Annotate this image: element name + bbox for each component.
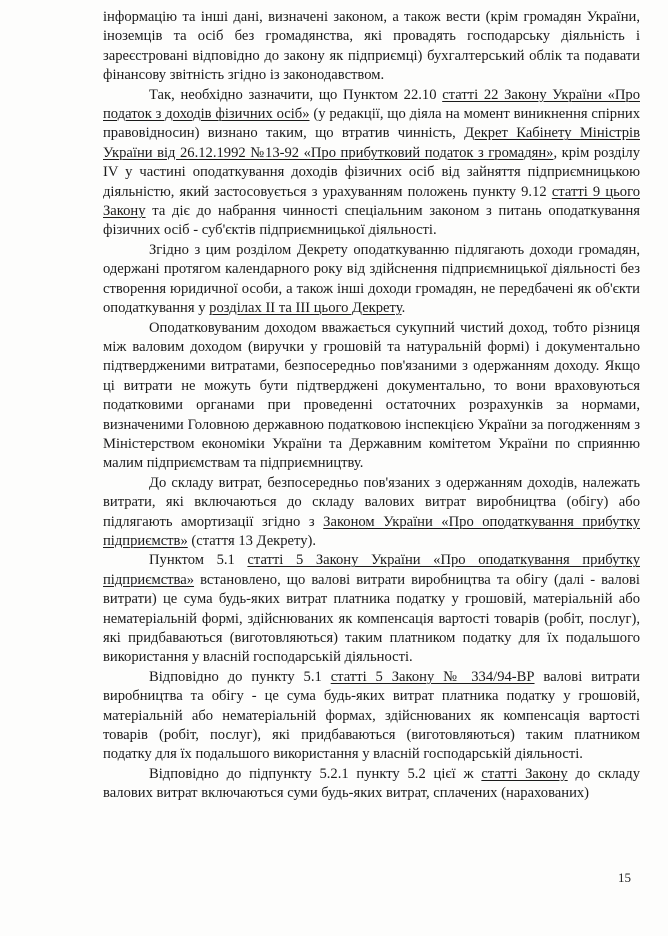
legal-reference-link[interactable]: статті 5 Закону України «Про оподаткування прибутку підприємства»	[103, 552, 640, 588]
paragraph-text: Пунктом 5.1	[149, 552, 248, 569]
paragraph-text: (у редакції, що діяла на момент виникнення спірних правовідносин) визнано таким, що втратив чинність,	[103, 106, 640, 142]
paragraph-text: , крім розділу IV у частині оподаткування доходів фізичних осіб від зайняття підприємницькою діяльністю, який застосовується з урахуванням положень пункту 9.12	[103, 144, 641, 200]
legal-reference-link[interactable]: розділах II та III цього Декрету	[209, 300, 402, 317]
paragraph	[103, 668, 640, 765]
paragraph-text: встановлено, що валові витрати виробництва та обігу (далі - валові витрати) це сума будь-яких витрат платника податку у грошовій, матеріальній або нематеріальній формі, здійснюваних як компенсація вартості товарів (робіт, послуг), які придбаваються (виготовляються) таким платником податку для їх подальшого використання у власній господарській діяльності.	[103, 571, 640, 666]
paragraph-text: (стаття 13 Декрету).	[187, 532, 317, 549]
paragraph	[103, 474, 640, 552]
paragraph-text: Відповідно до пункту 5.1	[149, 668, 331, 685]
paragraph-text: Оподатковуваним доходом вважається сукупний чистий доход, тобто різниця між валовим доходом (виручки у грошовій та натуральній формі) і документально підтвердженими витратами, безпосередньо пов'язаними з одержанням доходу. Якщо ці витрати не можуть бути підтверджені документально, то вони враховуються податковими органами при проведенні остаточних розрахунків за нормами, визначеними Головною державною податковою інспекцією України за погодженням з Міністерством економіки України та Державним комітетом України по сприянню малим підприємствам та підприємництву.	[103, 319, 640, 472]
paragraph-text: Згідно з цим розділом Декрету оподаткуванню підлягають доходи громадян, одержані протягом календарного року від здійснення підприємницької діяльності без створення юридичної особи, а також інші доходи громадян, не передбачені як об'єкти оподаткування у	[103, 241, 640, 317]
paragraph-text: та діє до набрання чинності спеціальним законом з питань оподаткування фізичних осіб - суб'єктів підприємницької діяльності.	[103, 203, 640, 239]
paragraph	[103, 241, 640, 319]
paragraph-text: .	[401, 300, 406, 317]
paragraph-text: до складу валових витрат включаються суми будь-яких витрат, сплачених (нарахованих)	[103, 765, 640, 802]
legal-reference-link[interactable]: статті 9 цього Закону	[103, 183, 640, 220]
legal-reference-link[interactable]: статті 22 Закону України «Про податок з доходів фізичних осіб»	[103, 86, 640, 123]
paragraph	[103, 8, 640, 86]
paragraph-text: Відповідно до підпункту 5.2.1 пункту 5.2 цієї ж	[149, 765, 482, 782]
paragraph	[103, 319, 640, 474]
legal-reference-link[interactable]: Декрет Кабінету Міністрів України від 26.12.1992 №13-92 «Про прибутковий податок з громадян»	[103, 125, 640, 161]
legal-reference-link[interactable]: Законом України «Про оподаткування прибутку підприємств»	[103, 513, 641, 549]
document-body	[103, 8, 640, 804]
paragraph-text: валові витрати виробництва та обігу - це сума будь-яких витрат платника податку у грошовій, матеріальній або нематеріальній формах, здійснюваних як компенсація вартості товарів (робіт, послуг), які придбаваються (виготовляються) таким платником податку для їх подальшого використання у власній господарській діяльності.	[103, 668, 640, 763]
paragraph-text: інформацію та інші дані, визначені законом, а також вести (крім громадян України, іноземців та осіб без громадянства, які провадять господарську діяльність і зареєстровані відповідно до закону як підприємці) бухгалтерський облік та подавати фінансову звітність згідно із законодавством.	[103, 9, 640, 84]
paragraph-text: До складу витрат, безпосередньо пов'язаних з одержанням доходів, належать витрати, які включаються до складу валових витрат виробництва (обігу) або підлягають амортизації згідно з	[103, 474, 640, 530]
legal-reference-link[interactable]: статті 5 Закону № 334/94-ВР	[330, 668, 535, 685]
legal-reference-link[interactable]: статті Закону	[481, 765, 568, 782]
paragraph	[103, 765, 640, 804]
paragraph-text: Так, необхідно зазначити, що Пунктом 22.10	[149, 86, 443, 103]
page-number: 15	[618, 870, 631, 885]
paragraph	[103, 86, 640, 241]
paragraph	[103, 551, 640, 667]
